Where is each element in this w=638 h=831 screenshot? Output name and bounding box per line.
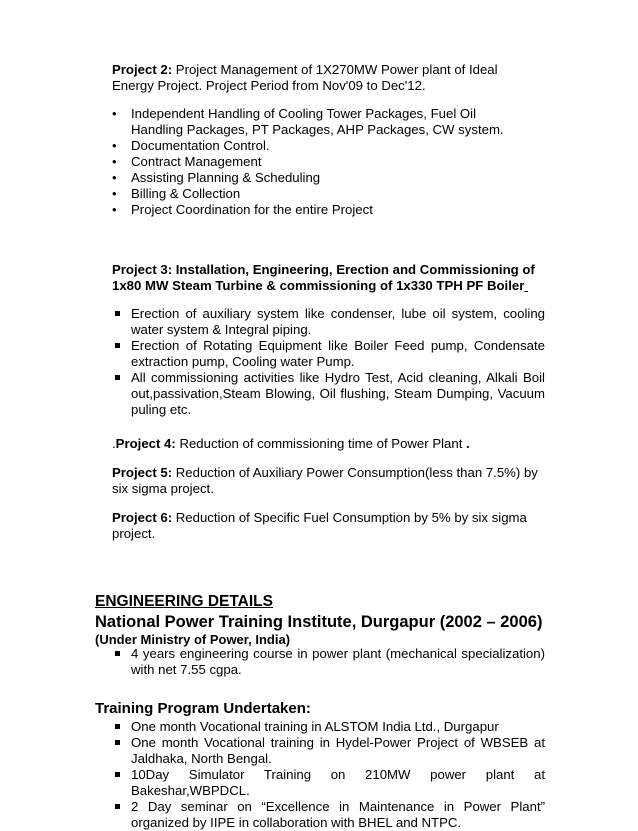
engineering-list: [131, 646, 545, 678]
project-4-prefix: .: [112, 436, 116, 451]
project-5-text: Reduction of Auxiliary Power Consumption(less than 7.5%) by six sigma project.: [112, 465, 538, 496]
engineering-heading: ENGINEERING DETAILS: [95, 593, 273, 610]
list-item: • Billing & Collection: [131, 186, 531, 202]
institute-name: National Power Training Institute, Durgapur (2002 – 2006): [95, 613, 543, 631]
project-4-label: Project 4:: [115, 436, 176, 451]
project-6-text: Reduction of Specific Fuel Consumption by 5% by six sigma project.: [112, 510, 527, 541]
training-list: [131, 719, 545, 831]
project-2-list: [131, 106, 531, 218]
project-3-title-line-1: Project 3: Installation, Engineering, Erection and Commissioning of: [112, 262, 535, 277]
project-2-text: Project Management of 1X270MW Power plant of Ideal Energy Project. Project Period from Nov'09 to Dec'12.: [112, 62, 498, 93]
project-3-list: [131, 306, 545, 418]
project-5-section: [112, 465, 542, 497]
ministry-note: (Under Ministry of Power, India): [95, 632, 291, 647]
list-item: Erection of auxiliary system like condenser, lube oil system, cooling water system & Integral piping.: [131, 306, 545, 337]
list-item: • Contract Management: [131, 154, 531, 170]
list-item: 4 years engineering course in power plant (mechanical specialization) with net 7.55 cgpa.: [131, 646, 545, 677]
list-item: • Independent Handling of Cooling Tower Packages, Fuel Oil Handling Packages, PT Packages, AHP Packages, CW system.: [131, 106, 531, 138]
list-item: 10Day Simulator Training on 210MW power plant at Bakeshar,WBPDCL.: [131, 767, 545, 798]
project-6-label: Project 6:: [112, 510, 173, 525]
training-heading: Training Program Undertaken:: [95, 700, 311, 717]
list-item: 2 Day seminar on “Excellence in Maintenance in Power Plant” organized by IIPE in collaboration with BHEL and NTPC.: [131, 799, 545, 830]
project-3-title-line-2: 1x80 MW Steam Turbine & commissioning of 1x330 TPH PF Boiler: [112, 278, 525, 293]
project-4-text: Reduction of commissioning time of Power Plant: [175, 436, 467, 451]
project-2-section: [112, 62, 532, 94]
project-2-label: Project 2:: [112, 62, 173, 77]
project-5-label: Project 5:: [112, 465, 173, 480]
project-3-title: [112, 262, 552, 294]
list-item: One month Vocational training in Hydel-Power Project of WBSEB at Jaldhaka, North Bengal.: [131, 735, 545, 766]
list-item: Erection of Rotating Equipment like Boiler Feed pump, Condensate extraction pump, Cooling water Pump.: [131, 338, 545, 369]
list-item: • Assisting Planning & Scheduling: [131, 170, 531, 186]
project-6-section: [112, 510, 532, 542]
list-item: All commissioning activities like Hydro Test, Acid cleaning, Alkali Boil out,passivation,Steam Blowing, Oil flushing, Steam Dumping, Vacuum puling etc.: [131, 370, 545, 417]
project-4-suffix: .: [466, 436, 470, 451]
project-2-paragraph: [112, 62, 532, 94]
list-item: • Project Coordination for the entire Project: [131, 202, 531, 218]
list-item: One month Vocational training in ALSTOM India Ltd., Durgapur: [131, 719, 545, 735]
project-4-section: [112, 436, 552, 452]
list-item: • Documentation Control.: [131, 138, 531, 154]
